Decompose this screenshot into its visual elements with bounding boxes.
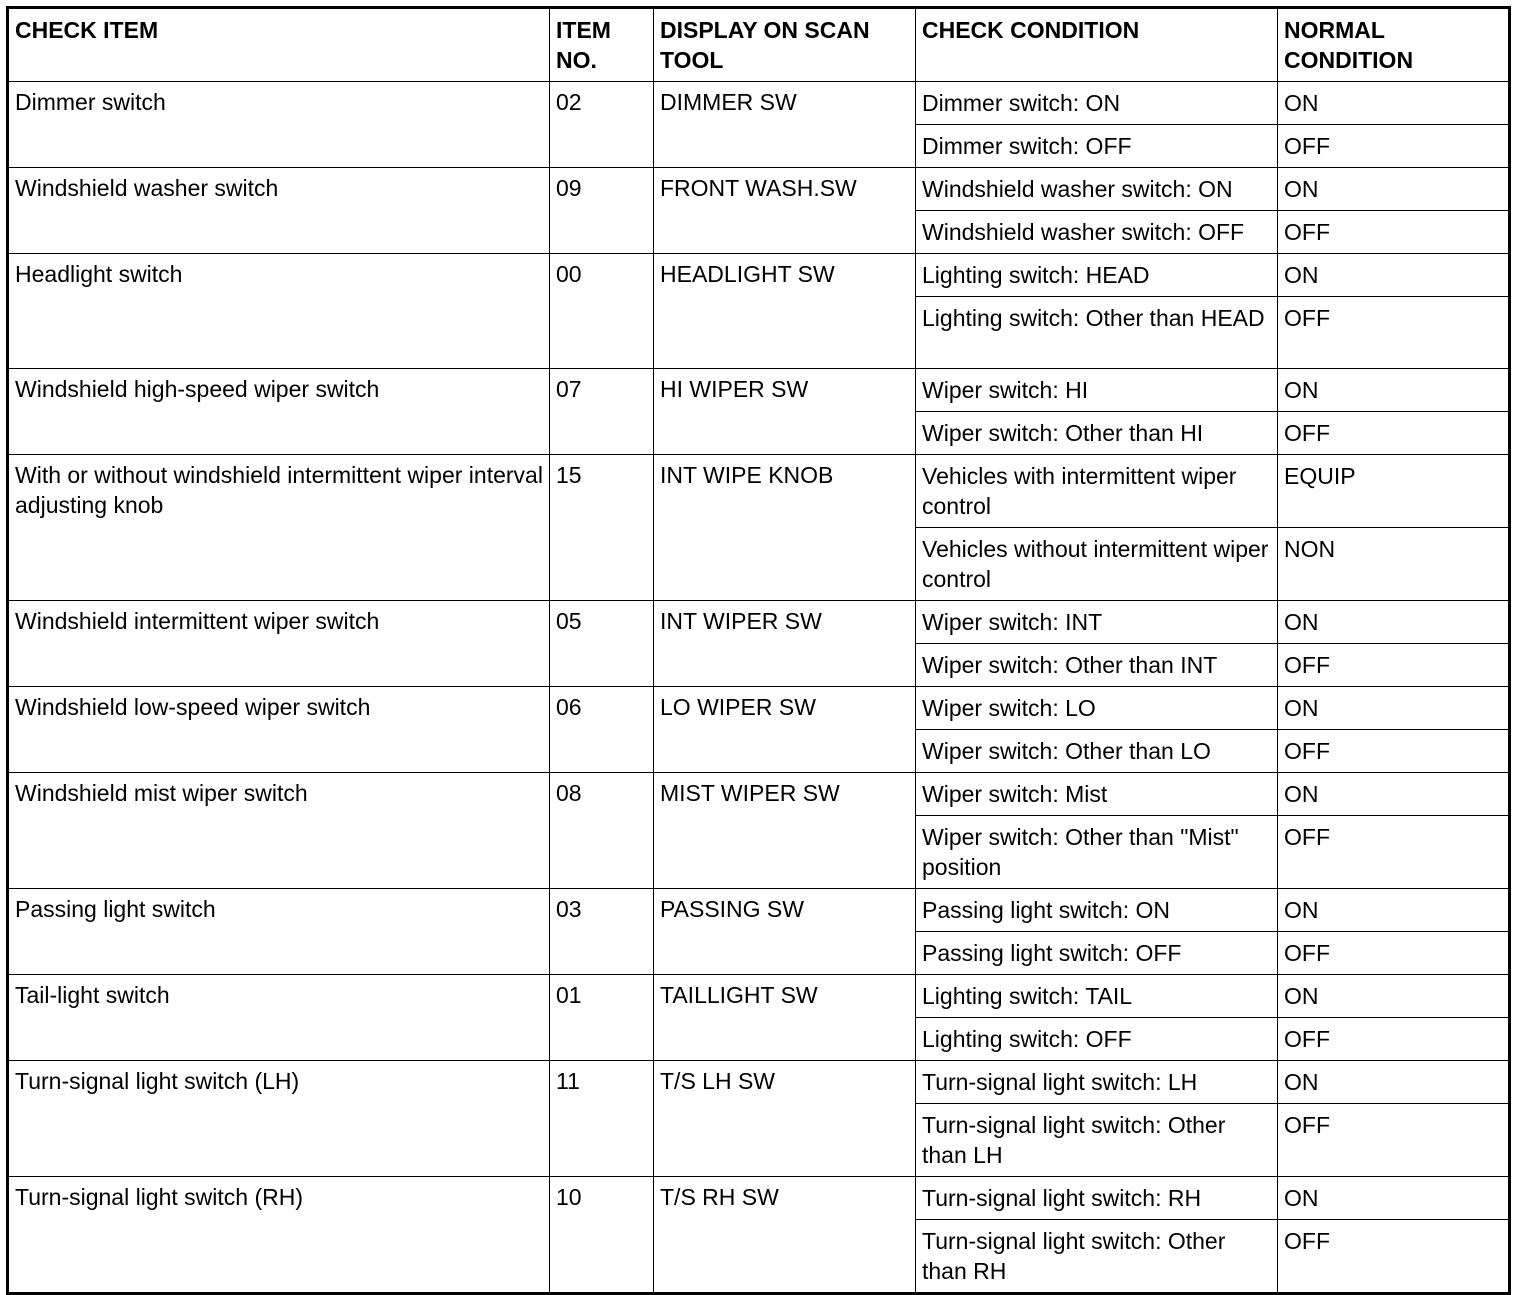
normal-condition-cell: OFF [1278, 816, 1510, 889]
header-row [8, 8, 1510, 82]
header-check-condition: CHECK CONDITION [916, 8, 1278, 82]
check-condition-cell: Turn-signal light switch: Other than LH [916, 1104, 1278, 1177]
header-check-item: CHECK ITEM [8, 8, 550, 82]
display-cell: INT WIPER SW [654, 601, 916, 687]
table-row [8, 82, 1510, 125]
table-row [8, 254, 1510, 297]
item-no-cell: 05 [550, 601, 654, 687]
table-row [8, 975, 1510, 1018]
check-condition-cell: Windshield washer switch: ON [916, 168, 1278, 211]
normal-condition-cell: OFF [1278, 125, 1510, 168]
normal-condition-cell: OFF [1278, 1220, 1510, 1294]
normal-condition-cell: OFF [1278, 1104, 1510, 1177]
table-row [8, 369, 1510, 412]
check-condition-cell: Wiper switch: LO [916, 687, 1278, 730]
normal-condition-cell: OFF [1278, 297, 1510, 369]
display-cell: T/S LH SW [654, 1061, 916, 1177]
display-cell: MIST WIPER SW [654, 773, 916, 889]
item-no-cell: 15 [550, 455, 654, 601]
check-condition-cell: Wiper switch: Other than HI [916, 412, 1278, 455]
display-cell: T/S RH SW [654, 1177, 916, 1294]
display-cell: PASSING SW [654, 889, 916, 975]
check-condition-cell: Passing light switch: ON [916, 889, 1278, 932]
normal-condition-cell: OFF [1278, 412, 1510, 455]
table-row [8, 687, 1510, 730]
normal-condition-cell: ON [1278, 168, 1510, 211]
normal-condition-cell: ON [1278, 369, 1510, 412]
header-item-no: ITEM NO. [550, 8, 654, 82]
check-item-cell: Windshield intermittent wiper switch [8, 601, 550, 687]
check-item-cell: Dimmer switch [8, 82, 550, 168]
check-condition-cell: Lighting switch: Other than HEAD [916, 297, 1278, 369]
check-condition-cell: Wiper switch: Other than "Mist" position [916, 816, 1278, 889]
check-condition-cell: Lighting switch: HEAD [916, 254, 1278, 297]
check-item-cell: Headlight switch [8, 254, 550, 369]
check-item-table [6, 6, 1511, 1295]
table-row [8, 1061, 1510, 1104]
table-row [8, 1177, 1510, 1220]
check-condition-cell: Lighting switch: TAIL [916, 975, 1278, 1018]
display-cell: DIMMER SW [654, 82, 916, 168]
header-normal-condition: NORMAL CONDITION [1278, 8, 1510, 82]
normal-condition-cell: ON [1278, 82, 1510, 125]
check-condition-cell: Turn-signal light switch: LH [916, 1061, 1278, 1104]
normal-condition-cell: OFF [1278, 211, 1510, 254]
table-row [8, 773, 1510, 816]
check-condition-cell: Dimmer switch: ON [916, 82, 1278, 125]
item-no-cell: 08 [550, 773, 654, 889]
check-item-cell: Windshield washer switch [8, 168, 550, 254]
normal-condition-cell: NON [1278, 528, 1510, 601]
check-item-cell: Turn-signal light switch (LH) [8, 1061, 550, 1177]
display-cell: FRONT WASH.SW [654, 168, 916, 254]
item-no-cell: 07 [550, 369, 654, 455]
item-no-cell: 10 [550, 1177, 654, 1294]
check-condition-cell: Dimmer switch: OFF [916, 125, 1278, 168]
item-no-cell: 01 [550, 975, 654, 1061]
table-row [8, 601, 1510, 644]
check-item-cell: Tail-light switch [8, 975, 550, 1061]
table-row [8, 168, 1510, 211]
check-condition-cell: Windshield washer switch: OFF [916, 211, 1278, 254]
display-cell: LO WIPER SW [654, 687, 916, 773]
normal-condition-cell: ON [1278, 773, 1510, 816]
header-display-on-scan-tool: DISPLAY ON SCAN TOOL [654, 8, 916, 82]
normal-condition-cell: OFF [1278, 1018, 1510, 1061]
display-cell: INT WIPE KNOB [654, 455, 916, 601]
check-condition-cell: Vehicles without intermittent wiper control [916, 528, 1278, 601]
table-row [8, 889, 1510, 932]
check-condition-cell: Wiper switch: INT [916, 601, 1278, 644]
item-no-cell: 11 [550, 1061, 654, 1177]
display-cell: HI WIPER SW [654, 369, 916, 455]
check-condition-cell: Passing light switch: OFF [916, 932, 1278, 975]
normal-condition-cell: ON [1278, 1061, 1510, 1104]
normal-condition-cell: ON [1278, 1177, 1510, 1220]
check-condition-cell: Wiper switch: Mist [916, 773, 1278, 816]
normal-condition-cell: ON [1278, 975, 1510, 1018]
check-item-cell: Windshield mist wiper switch [8, 773, 550, 889]
normal-condition-cell: ON [1278, 889, 1510, 932]
item-no-cell: 03 [550, 889, 654, 975]
item-no-cell: 02 [550, 82, 654, 168]
check-item-cell: Windshield low-speed wiper switch [8, 687, 550, 773]
check-condition-cell: Vehicles with intermittent wiper control [916, 455, 1278, 528]
check-condition-cell: Wiper switch: Other than LO [916, 730, 1278, 773]
check-item-cell: Windshield high-speed wiper switch [8, 369, 550, 455]
check-condition-cell: Wiper switch: HI [916, 369, 1278, 412]
table-header [8, 8, 1510, 82]
check-item-cell: Turn-signal light switch (RH) [8, 1177, 550, 1294]
check-condition-cell: Lighting switch: OFF [916, 1018, 1278, 1061]
check-item-cell: Passing light switch [8, 889, 550, 975]
display-cell: HEADLIGHT SW [654, 254, 916, 369]
check-item-cell: With or without windshield intermittent wiper interval adjusting knob [8, 455, 550, 601]
item-no-cell: 09 [550, 168, 654, 254]
normal-condition-cell: ON [1278, 601, 1510, 644]
item-no-cell: 00 [550, 254, 654, 369]
normal-condition-cell: ON [1278, 254, 1510, 297]
normal-condition-cell: OFF [1278, 730, 1510, 773]
table-body [8, 82, 1510, 1294]
item-no-cell: 06 [550, 687, 654, 773]
check-condition-cell: Turn-signal light switch: RH [916, 1177, 1278, 1220]
normal-condition-cell: OFF [1278, 932, 1510, 975]
normal-condition-cell: ON [1278, 687, 1510, 730]
check-condition-cell: Turn-signal light switch: Other than RH [916, 1220, 1278, 1294]
check-condition-cell: Wiper switch: Other than INT [916, 644, 1278, 687]
normal-condition-cell: EQUIP [1278, 455, 1510, 528]
display-cell: TAILLIGHT SW [654, 975, 916, 1061]
normal-condition-cell: OFF [1278, 644, 1510, 687]
table-row [8, 455, 1510, 528]
